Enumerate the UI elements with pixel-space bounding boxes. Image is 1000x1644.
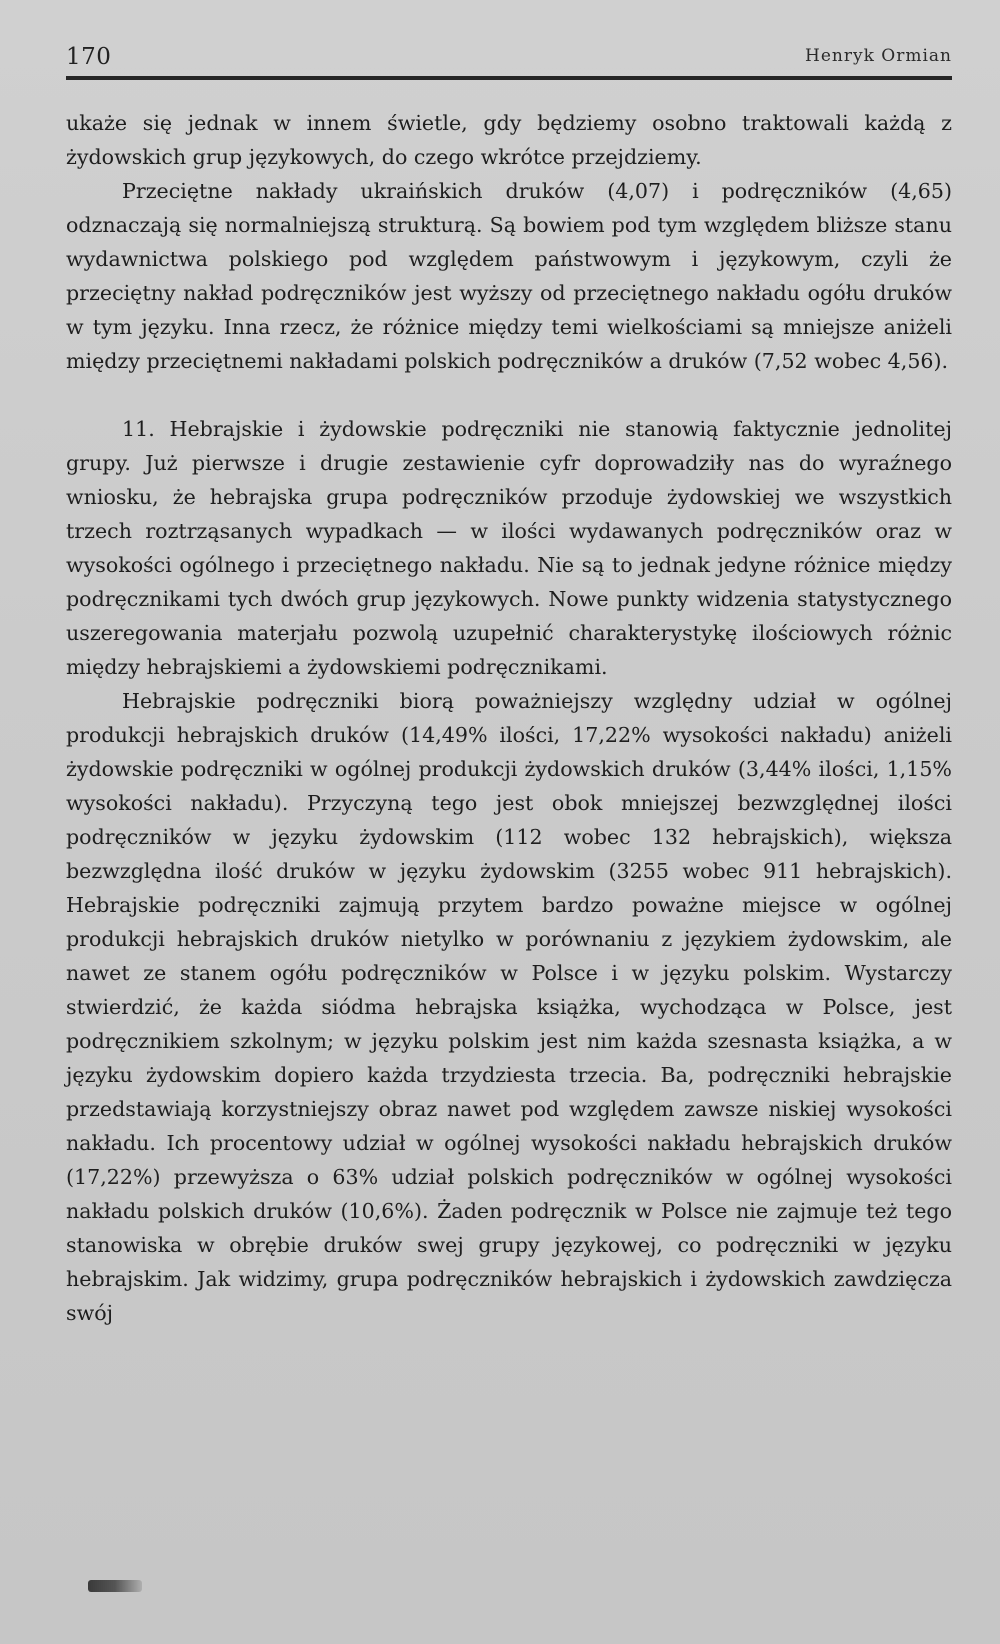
paragraph-continuation: ukaże się jednak w innem świetle, gdy będziemy osobno traktowali każdą z żydowskich grup językowych, do czego wkrótce przejdziemy. [66,111,952,169]
ink-smudge [88,1580,142,1592]
paragraph-ukrainian-averages: Przeciętne nakłady ukraińskich druków (4,07) i podręczników (4,65) odznaczają się normalniejszą strukturą. Są bowiem pod tym względem bliższe stanu wydawnictwa polskiego pod względem państwowym i językowym, czyli że przeciętny nakład podręczników jest wyższy od przeciętnego nakładu ogółu druków w tym języku. Inna rzecz, że różnice między temi wielkościami są mniejsze aniżeli między przeciętnemi nakładami polskich podręczników a druków (7,52 wobec 4,56). [66,179,952,373]
paragraph-hebrew-textbooks: Hebrajskie podręczniki biorą poważniejszy względny udział w ogólnej produkcji hebrajskich druków (14,49% ilości, 17,22% wysokości nakładu) aniżeli żydowskie podręczniki w ogólnej produkcji żydowskich druków (3,44% ilości, 1,15% wysokości nakładu). Przyczyną tego jest obok mniejszej bezwzględnej ilości podręczników w języku żydowskim (112 wobec 132 hebrajskich), większa bezwzględna ilość druków w języku żydowskim (3255 wobec 911 hebrajskich). Hebrajskie podręczniki zajmują przytem bardzo poważne miejsce w ogólnej produkcji hebrajskich druków nietylko w porównaniu z językiem żydowskim, ale nawet ze stanem ogółu podręczników w Polsce i w języku polskim. Wystarczy stwierdzić, że każda siódma hebrajska książka, wychodząca w Polsce, jest podręcznikiem szkolnym; w języku polskim jest nim każda szesnasta książka, a w języku żydowskim dopiero każda trzydziesta trzecia. Ba, podręczniki hebrajskie przedstawiają korzystniejszy obraz nawet pod względem zawsze niskiej wysokości nakładu. Ich procentowy udział w ogólnej wysokości nakładu hebrajskich druków (17,22%) przewyższa o 63% udział polskich podręczników w ogólnej wysokości nakładu polskich druków (10,6%). Żaden podręcznik w Polsce nie zajmuje też tego stanowiska w obrębie druków swej grupy językowej, co podręczniki w języku hebrajskim. Jak widzimy, grupa podręczników hebrajskich i żydowskich zawdzięcza swój [66,689,952,1325]
body-text [66,106,952,1330]
page-number: 170 [66,44,112,70]
paragraph-section-11: 11. Hebrajskie i żydowskie podręczniki nie stanowią faktycznie jednolitej grupy. Już pierwsze i drugie zestawienie cyfr doprowadziły nas do wyraźnego wniosku, że hebrajska grupa podręczników przoduje żydowskiej we wszystkich trzech roztrząsanych wypadkach — w ilości wydawanych podręczników oraz w wysokości ogólnego i przeciętnego nakładu. Nie są to jednak jedyne różnice między podręcznikami tych dwóch grup językowych. Nowe punkty widzenia statystycznego uszeregowania materjału pozwolą uzupełnić charakterystykę ilościowych różnic między hebrajskiemi a żydowskiemi podręcznikami. [66,417,952,679]
running-head-author: Henryk Ormian [805,46,952,66]
header-rule [66,76,952,80]
page-header [66,44,952,74]
